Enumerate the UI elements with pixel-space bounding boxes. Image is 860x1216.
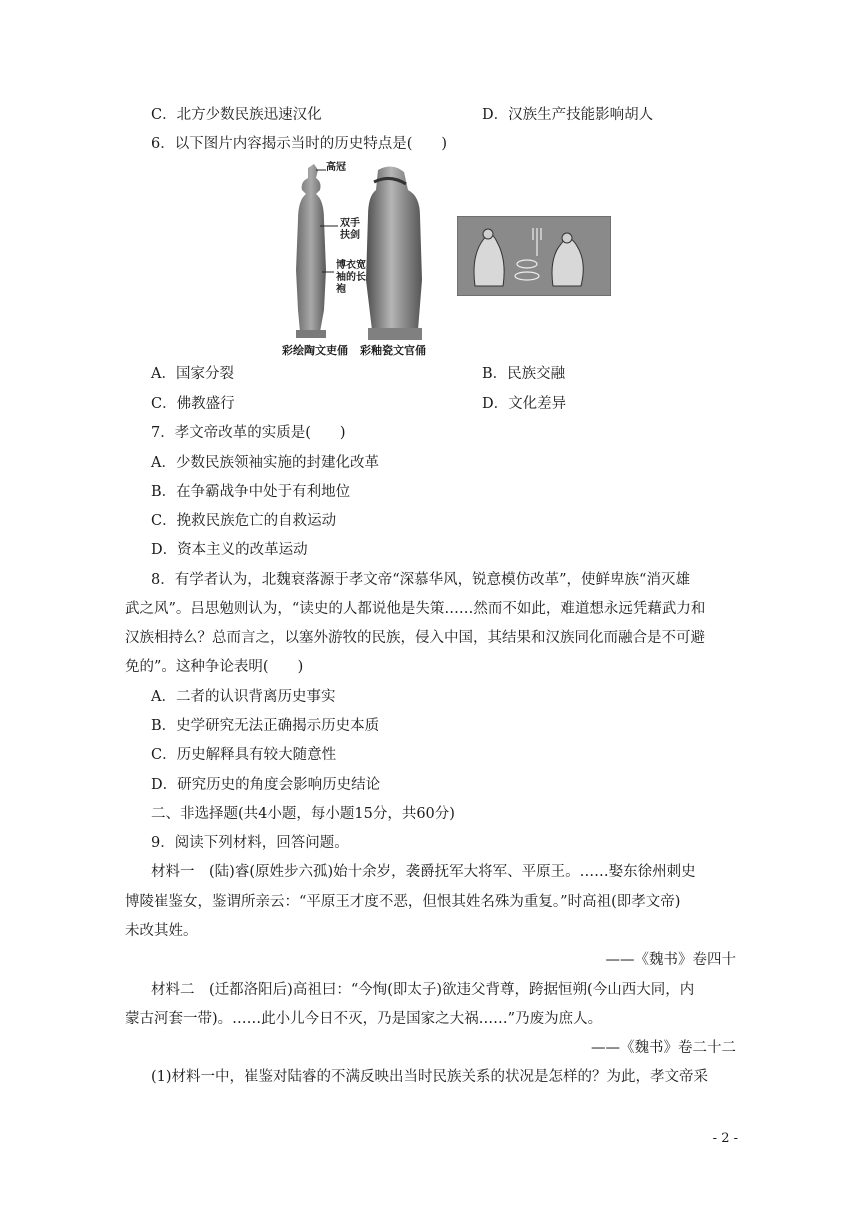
q7-option-b: B．在争霸战争中处于有利地位 xyxy=(151,484,351,500)
relief-illustration xyxy=(457,216,611,296)
material-1-line-2: 博陵崔鉴女，鉴谓所亲云：“平原王才度不恶，但恨其姓名殊为重复。”时高祖(即孝文帝) xyxy=(125,894,681,910)
figure-caption-right: 彩釉瓷文官俑 xyxy=(360,344,426,357)
annotation-tall-hat: 高冠 xyxy=(326,162,346,173)
q6-stem: 6．以下图片内容揭示当时的历史特点是( ) xyxy=(151,136,448,152)
q5-option-d: D．汉族生产技能影响胡人 xyxy=(482,107,654,123)
figure-caption-left: 彩绘陶文吏俑 xyxy=(282,344,348,357)
q8-line-4: 免的”。这种争论表明( ) xyxy=(125,659,304,675)
q8-line-3: 汉族相持么？总而言之，以塞外游牧的民族，侵入中国，其结果和汉族同化而融合是不可避 xyxy=(125,630,705,646)
q6-option-d: D．文化差异 xyxy=(482,396,567,412)
annotation-lines xyxy=(280,160,450,360)
q8-line-2: 武之风”。吕思勉则认为，“读史的人都说他是失策……然而不如此，难道想永远凭藉武力和 xyxy=(125,601,706,617)
q7-option-d: D．资本主义的改革运动 xyxy=(151,542,308,558)
q8-option-d: D．研究历史的角度会影响历史结论 xyxy=(151,777,381,793)
material-1-source: ——《魏书》卷四十 xyxy=(605,952,736,968)
q9-question-1: (1)材料一中，崔鉴对陆睿的不满反映出当时民族关系的状况是怎样的？为此，孝文帝采 xyxy=(151,1069,709,1085)
material-1-line-3: 未改其姓。 xyxy=(125,923,198,939)
section-2-heading: 二、非选择题(共4小题，每小题15分，共60分) xyxy=(151,806,455,822)
annotation-hands-sword: 双手扶剑 xyxy=(340,218,360,241)
q8-option-a: A．二者的认识背离历史事实 xyxy=(151,689,336,705)
material-2-source: ——《魏书》卷二十二 xyxy=(591,1040,736,1056)
q5-option-c: C．北方少数民族迅速汉化 xyxy=(151,107,322,123)
material-2-line-2: 蒙古河套一带)。……此小儿今日不灭，乃是国家之大祸……”乃废为庶人。 xyxy=(125,1011,603,1027)
q8-line-1: 8．有学者认为，北魏衰落源于孝文帝“深慕华风，锐意模仿改革”，使鲜卑族“消灭雄 xyxy=(151,572,690,588)
material-2-line-1: 材料二 (迁都洛阳后)高祖曰：“今恂(即太子)欲违父背尊，跨据恒朔(今山西大同，内 xyxy=(151,982,695,998)
q7-stem: 7．孝文帝改革的实质是( ) xyxy=(151,425,346,441)
q6-option-c: C．佛教盛行 xyxy=(151,396,235,412)
annotation-robe: 博衣宽袖的长袍 xyxy=(336,260,366,295)
page-number: - 2 - xyxy=(712,1131,738,1146)
q8-option-b: B．史学研究无法正确揭示历史本质 xyxy=(151,718,380,734)
q7-option-a: A．少数民族领袖实施的封建化改革 xyxy=(151,455,379,471)
q8-option-c: C．历史解释具有较大随意性 xyxy=(151,747,337,763)
relief-figure xyxy=(457,216,611,296)
q6-option-a: A．国家分裂 xyxy=(151,366,234,382)
figurines-figure xyxy=(280,160,450,360)
material-1-line-1: 材料一 (陆)睿(原姓步六孤)始十余岁，袭爵抚军大将军、平原王。……娶东徐州刺史 xyxy=(151,864,696,880)
q7-option-c: C．挽救民族危亡的自救运动 xyxy=(151,513,337,529)
q9-stem: 9．阅读下列材料，回答问题。 xyxy=(151,835,349,851)
q6-option-b: B．民族交融 xyxy=(482,366,566,382)
